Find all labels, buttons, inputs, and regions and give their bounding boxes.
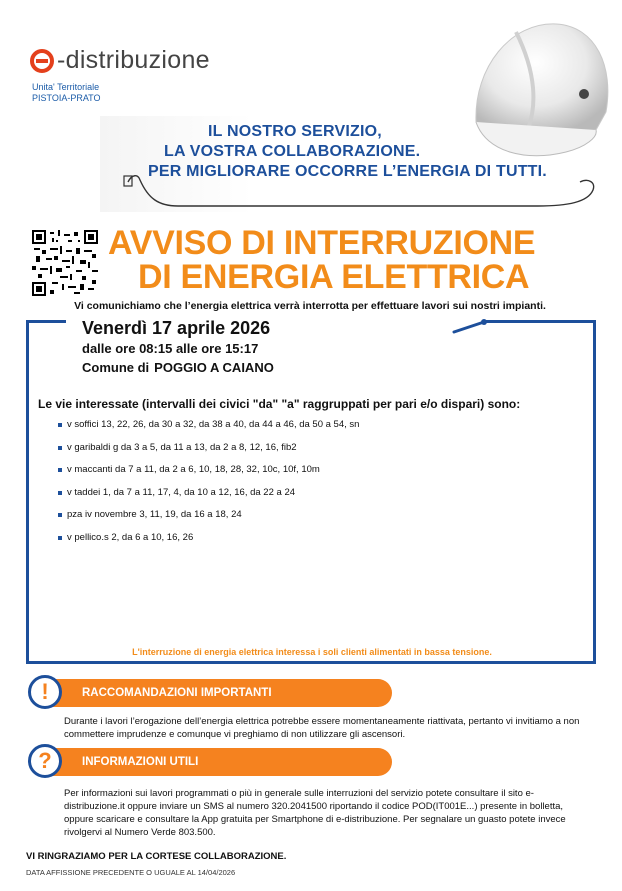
- affix-date: 14/04/2026: [197, 868, 236, 877]
- title-line2: DI ENERGIA ELETTRICA: [138, 258, 530, 296]
- pen-icon: [452, 318, 492, 334]
- bullet-icon: [58, 446, 62, 450]
- bullet-icon: [58, 536, 62, 540]
- exclamation-icon: !: [28, 675, 62, 709]
- streets-list: [58, 414, 359, 549]
- streets-title: Le vie interessate (intervalli dei civici "da" "a" raggruppati per pari e/o dispari) sono:: [38, 397, 521, 411]
- e-distribuzione-logo: [30, 46, 210, 75]
- list-item: [58, 527, 359, 550]
- thanks-text: VI RINGRAZIAMO PER LA CORTESE COLLABORAZIONE.: [26, 851, 287, 862]
- bullet-icon: [58, 491, 62, 495]
- notice-title: [108, 226, 535, 294]
- outage-comune: [82, 360, 274, 375]
- logo-text: -distribuzione: [57, 46, 210, 74]
- box-top-right-edge: [486, 320, 596, 323]
- recommendations-heading: RACCOMANDAZIONI IMPORTANTI: [42, 679, 392, 707]
- logo-e-mark: [30, 49, 54, 73]
- street-text: v garibaldi g da 3 a 5, da 11 a 13, da 2 a 8, 12, 16, fib2: [67, 441, 297, 453]
- list-item: [58, 459, 359, 482]
- territorial-unit: [32, 82, 101, 104]
- bullet-icon: [58, 513, 62, 517]
- bullet-icon: [58, 468, 62, 472]
- box-top-left-edge: [26, 320, 66, 323]
- plug-cord-icon: [118, 168, 618, 214]
- intro-text: Vi comunichiamo che l’energia elettrica verrà interrotta per effettuare lavori sui nostri impianti.: [74, 300, 546, 312]
- low-voltage-note: L'interruzione di energia elettrica interessa i soli clienti alimentati in bassa tensione.: [132, 647, 492, 657]
- bullet-icon: [58, 423, 62, 427]
- list-item: [58, 482, 359, 505]
- slogan-line1: IL NOSTRO SERVIZIO,: [208, 123, 382, 140]
- title-line1: AVVISO DI INTERRUZIONE: [108, 224, 536, 262]
- comune-name: POGGIO A CAIANO: [154, 360, 274, 375]
- street-text: v pellico.s 2, da 6 a 10, 16, 26: [67, 531, 194, 543]
- info-heading: INFORMAZIONI UTILI: [42, 748, 392, 776]
- street-text: pza iv novembre 3, 11, 19, da 16 a 18, 24: [67, 509, 242, 521]
- affix-date-line: [26, 868, 235, 877]
- question-icon: ?: [28, 744, 62, 778]
- outage-date: Venerdì 17 aprile 2026: [82, 318, 271, 338]
- info-text: Per informazioni sui lavori programmati o più in generale sulle interruzioni del servizio potete consultare il sito e-distribuzione.it oppure inviare un SMS al numero 320.2041500 riportando il codice POD(IT001E...) presente in bolletta, oppure scaricare e consultare la App gratuita per Smartphone di e-distribuzione. Per segnalare un guasto potete invece rivolgervi al Numero Verde 803.500.: [64, 788, 566, 838]
- outage-hours: dalle ore 08:15 alle ore 15:17: [82, 341, 259, 356]
- street-text: v maccanti da 7 a 11, da 2 a 6, 10, 18, 28, 32, 10c, 10f, 10m: [67, 464, 320, 476]
- affix-label: DATA AFFISSIONE PRECEDENTE O UGUALE AL: [26, 868, 196, 877]
- qr-code: [32, 230, 98, 296]
- list-item: [58, 504, 359, 527]
- list-item: [58, 437, 359, 460]
- slogan-line3: PER MIGLIORARE OCCORRE L’ENERGIA DI TUTTI.: [148, 163, 547, 180]
- list-item: [58, 414, 359, 437]
- street-text: v soffici 13, 22, 26, da 30 a 32, da 38 a 40, da 44 a 46, da 50 a 54, sn: [67, 419, 360, 431]
- comune-label: Comune di: [82, 360, 150, 375]
- recommendations-text: Durante i lavori l’erogazione dell’energia elettrica potrebbe essere momentaneamente riattivata, pertanto vi invitiamo a non commettere imprudenze e comunque vi preghiamo di non utilizzare gli ascensori.: [64, 716, 580, 740]
- slogan-line2: LA VOSTRA COLLABORAZIONE.: [164, 143, 421, 160]
- street-text: v taddei 1, da 7 a 11, 17, 4, da 10 a 12, 16, da 22 a 24: [67, 486, 296, 498]
- unit-line1: Unita' Territoriale: [32, 82, 100, 92]
- unit-line2: PISTOIA-PRATO: [32, 93, 101, 103]
